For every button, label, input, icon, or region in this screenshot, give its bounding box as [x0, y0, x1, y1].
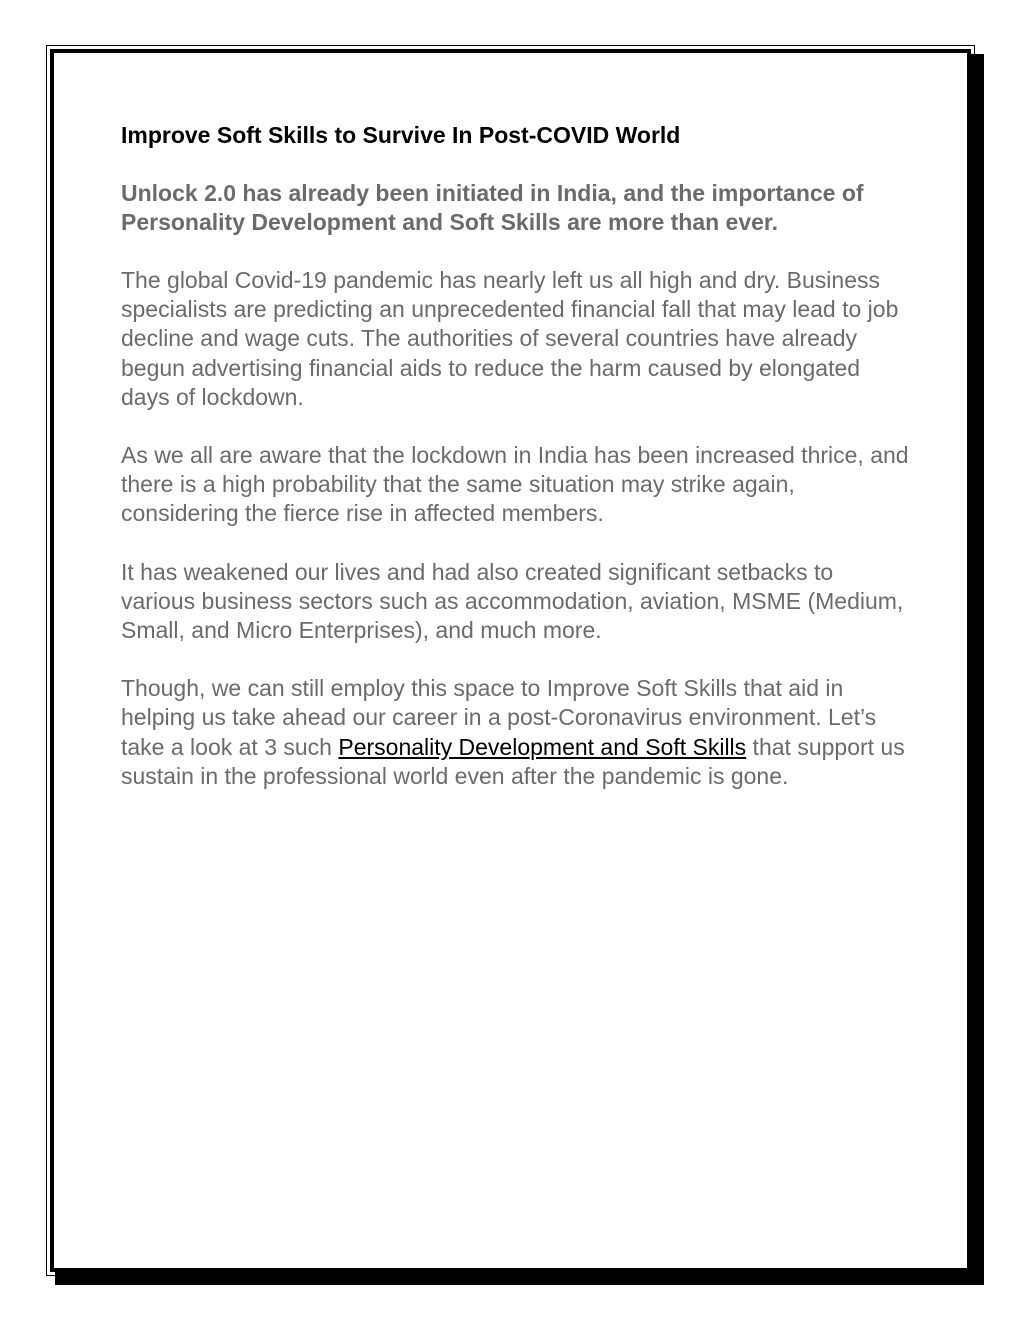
personality-development-link[interactable]: Personality Development and Soft Skills: [338, 733, 747, 760]
paragraph-4-text-before-link: Though, we can still employ this space to Improve Soft Skills that aid in helping us take ahead our career in a post-Coronavirus environment. Let’s take a look at 3 such: [121, 675, 877, 760]
paragraph-1: The global Covid-19 pandemic has nearly left us all high and dry. Business specialists are predicting an unprecedented financial fall that may lead to job decline and wage cuts. The authorities of several countries have already begun advertising financial aids to reduce the harm caused by elongated days of lockdown.: [121, 267, 899, 410]
paragraph-3: It has weakened our lives and had also created significant setbacks to various business sectors such as accommodation, aviation, MSME (Medium, Small, and Micro Enterprises), and much more.: [121, 558, 904, 644]
paragraph-4: [121, 674, 911, 791]
paragraph-4-text-after-link: that support us sustain in the professional world even after the pandemic is gone.: [121, 733, 905, 789]
document-title: Improve Soft Skills to Survive In Post-COVID World: [121, 122, 681, 148]
lead-paragraph: Unlock 2.0 has already been initiated in India, and the importance of Personality Development and Soft Skills are more than ever.: [121, 180, 864, 235]
document-body: [121, 118, 911, 791]
paragraph-2: As we all are aware that the lockdown in India has been increased thrice, and there is a high probability that the same situation may strike again, considering the fierce rise in affected members.: [121, 442, 909, 527]
